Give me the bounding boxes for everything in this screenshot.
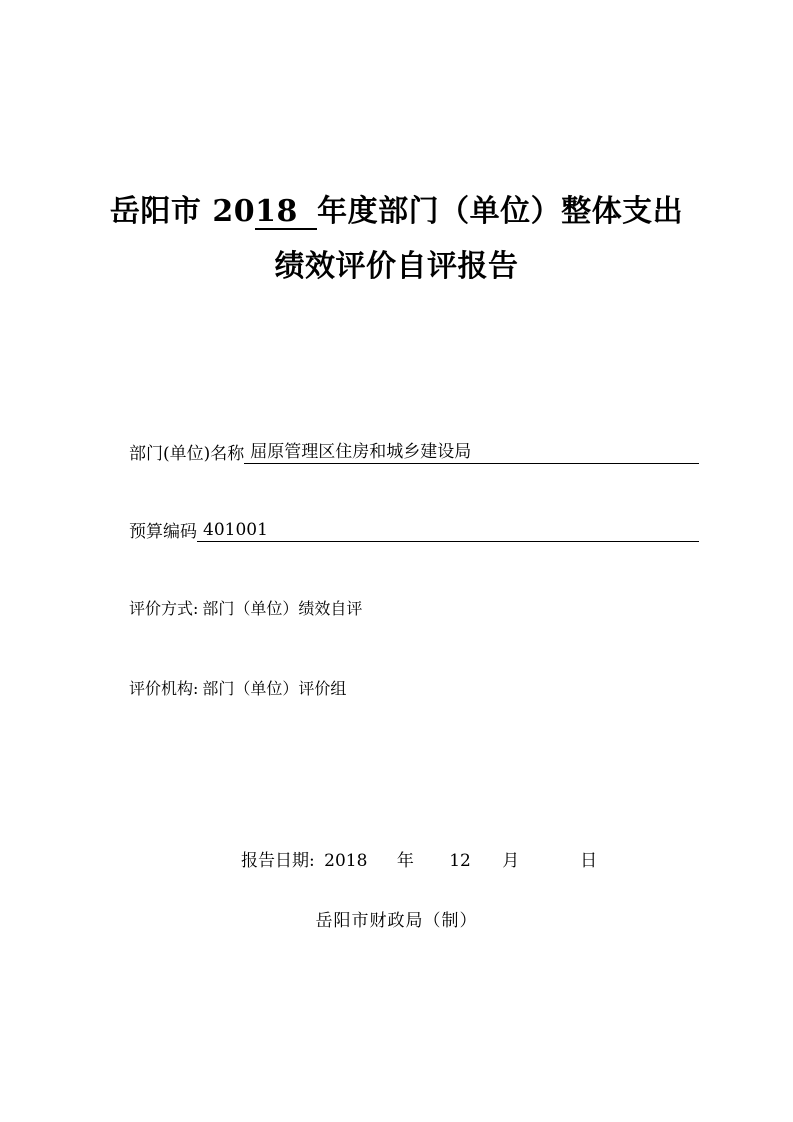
report-date-year: 2018 [324, 851, 368, 871]
report-title-line1 [0, 186, 793, 230]
eval-org-row [129, 676, 346, 699]
title-prefix: 岳阳市 20 [109, 194, 256, 229]
eval-method-label: 评价方式: [129, 599, 199, 618]
eval-org-value: 部门（单位）评价组 [202, 679, 347, 698]
report-date-row [241, 846, 597, 871]
budget-code-label: 预算编码 [129, 522, 197, 542]
title-year: 18 [255, 196, 317, 230]
eval-org-label: 评价机构: [129, 679, 199, 698]
report-date-month-unit: 月 [502, 851, 520, 871]
report-date-year-unit: 年 [396, 851, 414, 871]
budget-code-row [129, 516, 699, 542]
title-suffix: 年度部门（单位）整体支出 [317, 194, 684, 229]
issuer-footer: 岳阳市财政局（制） [315, 911, 478, 931]
report-title-line2: 绩效评价自评报告 [274, 249, 519, 284]
report-date-label: 报告日期: [241, 851, 315, 871]
dept-name-row [129, 438, 699, 464]
dept-name-value: 屈原管理区住房和城乡建设局 [244, 443, 699, 464]
eval-method-value: 部门（单位）绩效自评 [202, 599, 363, 618]
report-date-month: 12 [449, 851, 471, 871]
eval-method-row [129, 596, 362, 619]
budget-code-value: 401001 [197, 521, 699, 542]
dept-name-label: 部门(单位)名称 [129, 444, 245, 464]
report-date-day-unit: 日 [580, 851, 598, 871]
